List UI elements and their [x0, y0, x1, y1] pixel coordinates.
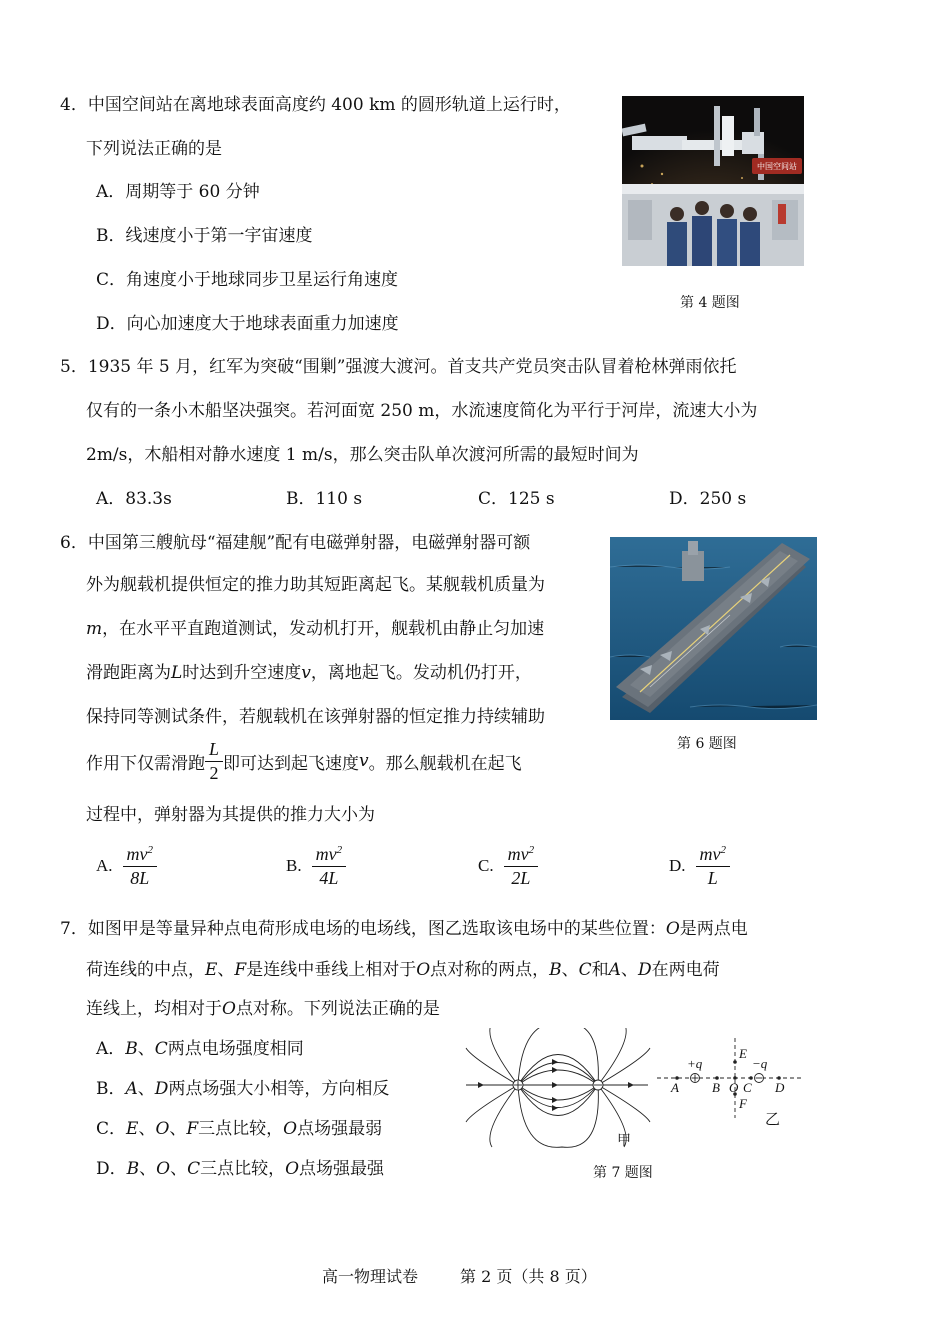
q6-option-b-fraction	[312, 844, 347, 889]
q6-stem-line5: 保持同等测试条件，若舰载机在该弹射器的恒定推力持续辅助	[86, 707, 545, 727]
q4-figure-caption: 第 4 题图	[680, 295, 740, 311]
label-A: A	[671, 1080, 679, 1095]
q6-b-den: 4L	[319, 867, 339, 888]
q6-option-a-fraction	[123, 844, 158, 889]
label-D: D	[775, 1080, 785, 1095]
q6-frac-num: L	[205, 739, 223, 762]
q6-c-den: 2L	[511, 867, 531, 888]
q5-stem-line2: 仅有的一条小木船坚决强突。若河面宽 250 m，水流速度简化为平行于河岸，流速大小为	[86, 401, 758, 421]
q7-option-d: D．B、O、C三点比较，O点场强最强	[96, 1159, 385, 1179]
q6-frac-den: 2	[209, 762, 219, 783]
q6-option-d-label: D.	[669, 856, 686, 875]
q6-line4-b: 时达到升空速度	[182, 663, 302, 683]
q7-option-c: C．E、O、F三点比较，O点场强最弱	[96, 1119, 383, 1139]
q6-line6-var: v	[359, 751, 369, 771]
q6-option-d	[669, 840, 730, 892]
q6-option-b-label: B.	[286, 856, 302, 875]
q5-option-d: D．250 s	[669, 489, 747, 509]
q6-stem-line6	[86, 736, 522, 786]
q7-line1-var: O	[665, 919, 680, 939]
q6-d-num: mv	[699, 843, 721, 864]
label-O: O	[729, 1080, 739, 1095]
q7-stem-line3: 连线上，均相对于O点对称。下列说法正确的是	[86, 999, 440, 1019]
q5-option-a: A．83.3s	[96, 489, 172, 509]
footer-subject: 高一物理试卷	[322, 1267, 419, 1286]
q6-a-num: mv	[126, 843, 148, 864]
points-diagram-yi	[655, 1036, 805, 1126]
q6-a-sup: 2	[147, 843, 154, 856]
q4-option-a: A．周期等于 60 分钟	[96, 182, 260, 202]
space-station-badge: 中国空间站	[757, 162, 797, 171]
q7-stem-line1	[60, 914, 748, 939]
q7-option-b: B．A、D两点场强大小相等，方向相反	[96, 1079, 390, 1099]
label-F: F	[739, 1096, 747, 1111]
q5-stem-line1: 5．1935 年 5 月，红军为突破“围剿”强渡大渡河。首支共产党员突击队冒着枪林弹雨依托	[60, 357, 737, 377]
q6-line6-b: 即可达到起飞速度	[223, 753, 360, 774]
q7-line1-a: 7．如图甲是等量异种点电荷形成电场的电场线，图乙选取该电场中的某些位置：	[60, 919, 666, 939]
q6-stem-line7: 过程中，弹射器为其提供的推力大小为	[86, 805, 375, 825]
q6-line4-c: ，离地起飞。发动机仍打开，	[310, 663, 532, 683]
q6-option-c-label: C.	[478, 856, 494, 875]
space-station-photo	[622, 96, 804, 266]
q6-line4-a: 滑跑距离为	[86, 663, 171, 683]
q7-line1-b: 是两点电	[679, 919, 748, 939]
q6-stem-line3	[86, 614, 544, 639]
q6-var-L: L	[171, 663, 183, 683]
q6-stem-line1: 6．中国第三艘航母“福建舰”配有电磁弹射器，电磁弹射器可额	[60, 533, 531, 553]
q6-stem-line4	[86, 658, 532, 683]
q5-stem-line3: 2m/s，木船相对静水速度 1 m/s，那么突击队单次渡河所需的最短时间为	[86, 445, 639, 465]
q6-var-m: m	[86, 619, 103, 639]
q6-b-sup: 2	[336, 843, 343, 856]
q6-figure-caption: 第 6 题图	[677, 736, 737, 752]
q6-option-c	[478, 840, 538, 892]
q6-b-num: mv	[315, 843, 337, 864]
q6-half-L-fraction	[205, 739, 223, 784]
label-B: B	[712, 1080, 720, 1095]
q6-option-c-fraction	[504, 844, 539, 889]
q6-option-a-label: A.	[96, 856, 113, 875]
q7-figure-caption: 第 7 题图	[593, 1165, 653, 1181]
q6-option-d-fraction	[696, 844, 731, 889]
q6-option-b	[286, 840, 346, 892]
label-plus-q: +q	[687, 1056, 703, 1071]
q6-d-sup: 2	[720, 843, 727, 856]
q7-option-a: A．B、C两点电场强度相同	[96, 1039, 304, 1059]
q4-option-d: D．向心加速度大于地球表面重力加速度	[96, 314, 399, 334]
q6-var-v: v	[301, 663, 311, 683]
q4-option-b: B．线速度小于第一宇宙速度	[96, 226, 313, 246]
fig-jia-label: 甲	[617, 1133, 631, 1149]
q6-line6-a: 作用下仅需滑跑	[86, 753, 205, 774]
q6-c-sup: 2	[528, 843, 535, 856]
q6-a-den: 8L	[130, 867, 150, 888]
q6-stem-line3-text: ，在水平平直跑道测试，发动机打开，舰载机由静止匀加速	[102, 619, 545, 639]
footer-page-number: 第 2 页（共 8 页）	[460, 1267, 597, 1286]
q4-stem-line2: 下列说法正确的是	[86, 139, 222, 159]
aircraft-carrier-photo	[610, 537, 817, 720]
label-E: E	[739, 1046, 747, 1061]
q7-stem-line2: 荷连线的中点，E、F是连线中垂线上相对于O点对称的两点，B、C和A、D在两电荷	[86, 960, 720, 980]
q5-option-b: B．110 s	[286, 489, 363, 509]
q4-stem-line1: 4．中国空间站在离地球表面高度约 400 km 的圆形轨道上运行时，	[60, 95, 571, 115]
q6-stem-line2: 外为舰载机提供恒定的推力助其短距离起飞。某舰载机质量为	[86, 575, 545, 595]
label-minus-q: −q	[752, 1056, 768, 1071]
q5-option-c: C．125 s	[478, 489, 555, 509]
label-C: C	[743, 1080, 752, 1095]
q4-option-c: C．角速度小于地球同步卫星运行角速度	[96, 270, 399, 290]
q6-line6-c: 。那么舰载机在起飞	[368, 753, 522, 774]
q6-d-den: L	[707, 867, 718, 888]
q6-option-a	[96, 840, 157, 892]
q6-c-num: mv	[507, 843, 529, 864]
fig-yi-label: 乙	[765, 1110, 781, 1128]
